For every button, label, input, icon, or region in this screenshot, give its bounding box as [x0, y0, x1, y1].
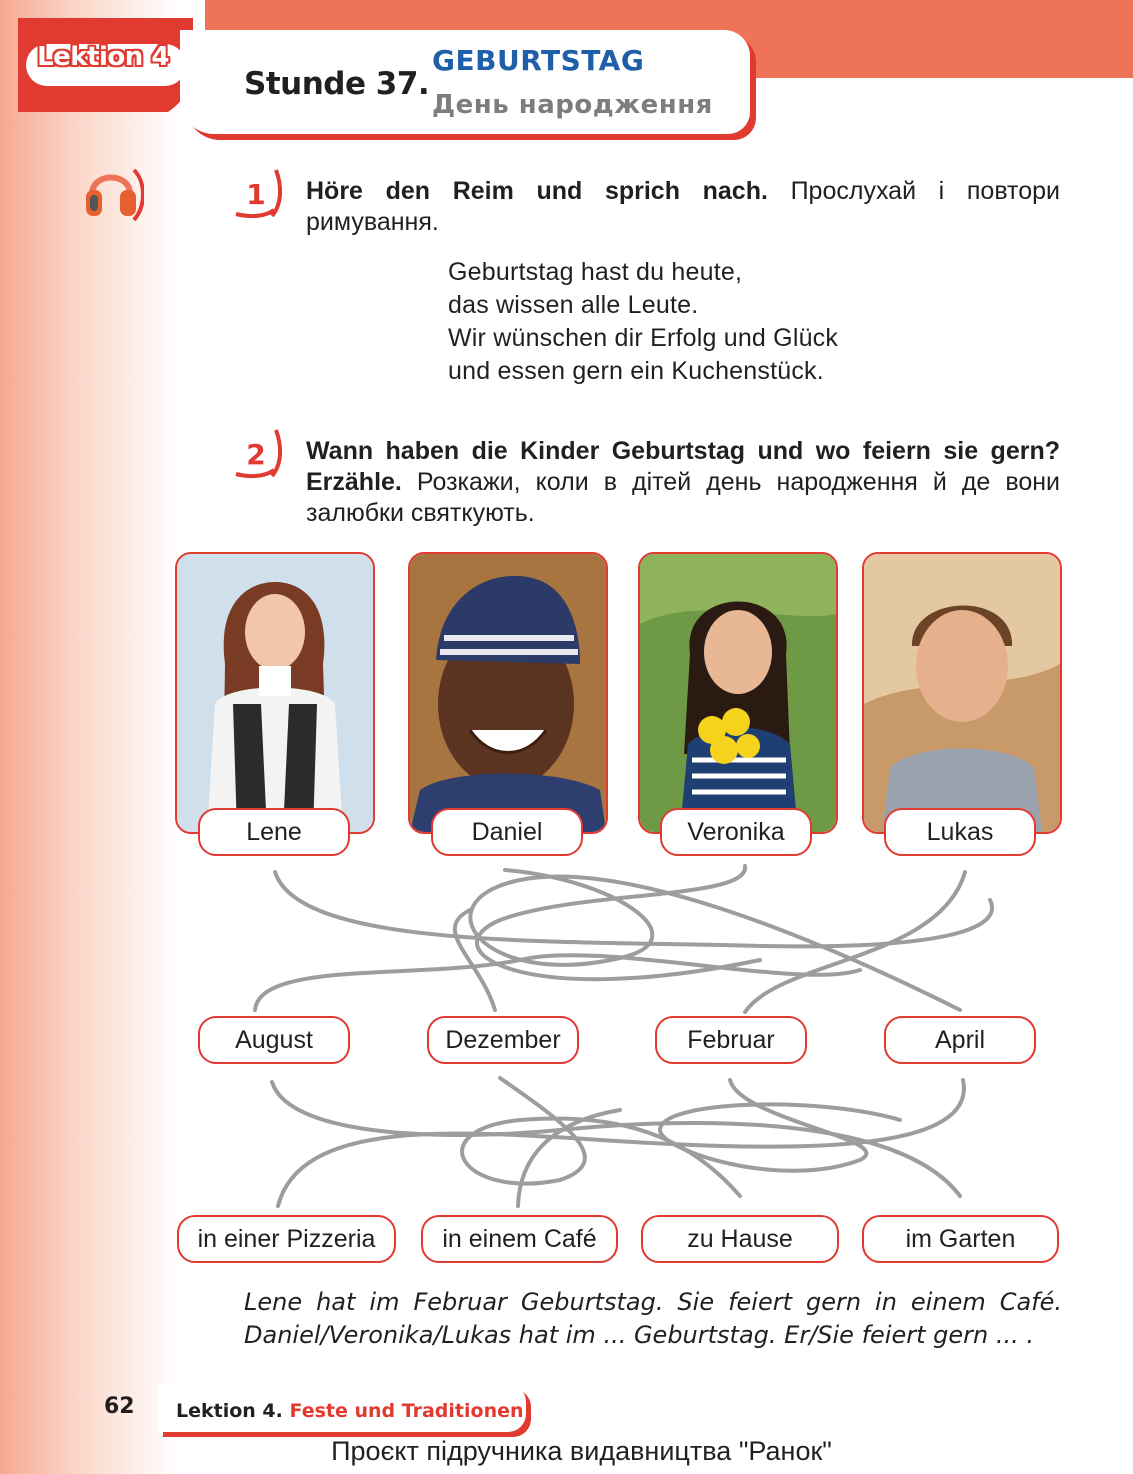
footer-topic: Feste und Traditionen — [289, 1400, 524, 1422]
task-1-instruction-de: Höre den Reim und sprich nach. — [306, 177, 768, 205]
month-dezember[interactable]: Dezember — [427, 1016, 579, 1064]
month-april[interactable]: April — [884, 1016, 1036, 1064]
child-name-veronika[interactable]: Veronika — [660, 808, 812, 856]
place-zu-hause[interactable]: zu Hause — [641, 1215, 839, 1263]
lesson-number: Stunde 37. — [244, 66, 430, 102]
place-pizzeria[interactable]: in einer Pizzeria — [177, 1215, 396, 1263]
place-garten[interactable]: im Garten — [862, 1215, 1059, 1263]
rhyme-line: Geburtstag hast du heute, — [448, 258, 743, 286]
matching-line — [745, 872, 965, 1012]
example-text: Lene hat im Februar Geburtstag. Sie feiert gern in einem Café. Daniel/Veronika/Lukas hat im ... Geburtstag. Er/Sie feiert gern ... . — [244, 1288, 1062, 1349]
task-2-instruction-de: Wann haben die Kinder Geburtstag und wo feiern sie gern? Erzähle. — [306, 437, 1060, 496]
task-1-instruction-ua: Прослухай і повтори римування. — [306, 177, 1060, 236]
child-name-lukas[interactable]: Lukas — [884, 808, 1036, 856]
footer-lektion: Lektion 4. — [176, 1400, 283, 1422]
place-cafe[interactable]: in einem Café — [421, 1215, 618, 1263]
publisher-note — [0, 1436, 1133, 1467]
rhyme-line: und essen gern ein Kuchenstück. — [448, 357, 824, 385]
page-number: 62 — [104, 1394, 135, 1419]
rhyme-line: Wir wünschen dir Erfolg und Glück — [448, 324, 839, 352]
child-name-lene[interactable]: Lene — [198, 808, 350, 856]
month-august[interactable]: August — [198, 1016, 350, 1064]
task-2-number: 2 — [246, 438, 266, 471]
matching-line — [462, 1078, 740, 1196]
month-februar[interactable]: Februar — [655, 1016, 807, 1064]
page-title: GEBURTSTAG — [432, 44, 645, 77]
page-subtitle: День народження — [432, 90, 713, 120]
child-name-daniel[interactable]: Daniel — [431, 808, 583, 856]
publisher-note-text: Проєкт підручника видавництва "Ранок" — [331, 1436, 832, 1466]
rhyme-line: das wissen alle Leute. — [448, 291, 699, 319]
footer-title — [176, 1400, 524, 1422]
task-2-instruction-ua: Розкажи, коли в дітей день народження й де вони залюбки святкують. — [306, 468, 1060, 527]
matching-line — [278, 1080, 964, 1206]
lektion-label: Lektion 4 — [37, 42, 169, 72]
task-1-number: 1 — [246, 178, 266, 211]
